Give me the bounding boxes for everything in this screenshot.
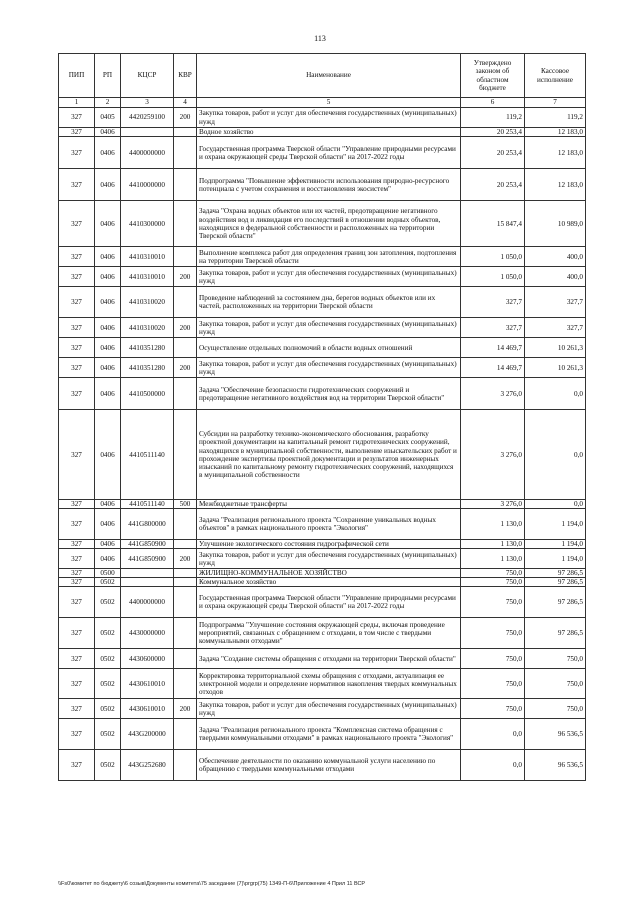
cell-rp: 0502	[95, 587, 121, 618]
cell-kvr	[174, 247, 197, 267]
cell-pip: 327	[59, 750, 95, 781]
column-index-row	[59, 98, 586, 108]
cell-kvr	[174, 287, 197, 318]
cell-name: Закупка товаров, работ и услуг для обеспечения государственных (муниципальных) нужд	[197, 358, 461, 378]
cell-approved: 3 276,0	[461, 378, 525, 410]
cell-rp: 0502	[95, 669, 121, 699]
cell-cash: 12 183,0	[525, 169, 586, 201]
cell-pip: 327	[59, 649, 95, 669]
cell-rp: 0406	[95, 378, 121, 410]
cell-pip: 327	[59, 267, 95, 287]
table-row	[59, 587, 586, 618]
header-approved: Утверждено законом об областном бюджете	[461, 54, 525, 98]
cell-name: Закупка товаров, работ и услуг для обеспечения государственных (муниципальных) нужд	[197, 267, 461, 287]
table-row	[59, 549, 586, 569]
column-index: 4	[174, 98, 197, 108]
cell-approved: 750,0	[461, 569, 525, 578]
table-row	[59, 500, 586, 509]
cell-pip: 327	[59, 137, 95, 169]
column-index: 5	[197, 98, 461, 108]
cell-cash: 10 989,0	[525, 201, 586, 247]
cell-rp: 0502	[95, 578, 121, 587]
cell-approved: 14 469,7	[461, 358, 525, 378]
cell-approved: 750,0	[461, 699, 525, 719]
cell-pip: 327	[59, 500, 95, 509]
cell-cash: 97 286,5	[525, 569, 586, 578]
header-name: Наименование	[197, 54, 461, 98]
cell-cash: 750,0	[525, 669, 586, 699]
cell-kvr	[174, 137, 197, 169]
cell-name: Государственная программа Тверской области "Управление природными ресурсами и охрана окружающей среды Тверской области" на 2017-2022 годы	[197, 137, 461, 169]
table-row	[59, 578, 586, 587]
cell-cash: 327,7	[525, 318, 586, 338]
cell-kcsr	[121, 128, 174, 137]
cell-cash: 1 194,0	[525, 540, 586, 549]
cell-name: Субсидии на разработку технико-экономического обоснования, разработку проектной документации на капитальный ремонт гидротехнических сооружений, находящихся в муниципальной собственности, выполнение изыскательских работ и прохождение экспертизы проектной документации и результатов инженерных изысканий по капитальному ремонту гидротехнических сооружений, находящихся в муниципальной собственности	[197, 410, 461, 500]
cell-approved: 750,0	[461, 618, 525, 649]
cell-pip: 327	[59, 569, 95, 578]
cell-kvr	[174, 669, 197, 699]
table-row	[59, 287, 586, 318]
cell-kvr	[174, 338, 197, 358]
cell-kcsr: 4400000000	[121, 587, 174, 618]
cell-name: Коммунальное хозяйство	[197, 578, 461, 587]
cell-name: Задача "Создание системы обращения с отходами на территории Тверской области"	[197, 649, 461, 669]
cell-pip: 327	[59, 540, 95, 549]
cell-cash: 12 183,0	[525, 128, 586, 137]
cell-pip: 327	[59, 578, 95, 587]
cell-name: ЖИЛИЩНО-КОММУНАЛЬНОЕ ХОЗЯЙСТВО	[197, 569, 461, 578]
table-row	[59, 201, 586, 247]
cell-kcsr: 4420259100	[121, 108, 174, 128]
cell-kcsr: 4410500000	[121, 378, 174, 410]
cell-approved: 119,2	[461, 108, 525, 128]
cell-rp: 0406	[95, 338, 121, 358]
cell-name: Межбюджетные трансферты	[197, 500, 461, 509]
table-row	[59, 137, 586, 169]
table-row	[59, 318, 586, 338]
cell-kvr	[174, 569, 197, 578]
cell-pip: 327	[59, 587, 95, 618]
cell-cash: 119,2	[525, 108, 586, 128]
cell-kcsr: 4410511140	[121, 500, 174, 509]
cell-approved: 15 847,4	[461, 201, 525, 247]
cell-approved: 3 276,0	[461, 500, 525, 509]
cell-kcsr: 441G850900	[121, 549, 174, 569]
column-index: 1	[59, 98, 95, 108]
cell-kvr	[174, 201, 197, 247]
cell-name: Проведение наблюдений за состоянием дна, берегов водных объектов или их частей, расположенных на территории Тверской области	[197, 287, 461, 318]
cell-cash: 10 261,3	[525, 358, 586, 378]
table-row	[59, 509, 586, 540]
table-row	[59, 569, 586, 578]
cell-rp: 0406	[95, 201, 121, 247]
cell-rp: 0406	[95, 540, 121, 549]
table-row	[59, 378, 586, 410]
cell-kcsr	[121, 569, 174, 578]
cell-pip: 327	[59, 287, 95, 318]
cell-name: Подпрограмма "Улучшение состояния окружающей среды, включая проведение мероприятий, связанных с обращением с отходами, в том числе с твердыми коммунальными отходами"	[197, 618, 461, 649]
cell-rp: 0406	[95, 137, 121, 169]
cell-approved: 327,7	[461, 318, 525, 338]
cell-kcsr: 443G252680	[121, 750, 174, 781]
cell-rp: 0406	[95, 287, 121, 318]
cell-name: Подпрограмма "Повышение эффективности использования природно-ресурсного потенциала с учетом сохранения и восстановления экосистем"	[197, 169, 461, 201]
cell-rp: 0406	[95, 318, 121, 338]
cell-rp: 0406	[95, 267, 121, 287]
cell-cash: 400,0	[525, 247, 586, 267]
cell-pip: 327	[59, 699, 95, 719]
cell-approved: 1 130,0	[461, 549, 525, 569]
cell-kcsr: 4410511140	[121, 410, 174, 500]
cell-kcsr: 4410000000	[121, 169, 174, 201]
cell-cash: 97 286,5	[525, 587, 586, 618]
header-kvr: КВР	[174, 54, 197, 98]
cell-pip: 327	[59, 509, 95, 540]
header-kcsr: КЦСР	[121, 54, 174, 98]
cell-kvr	[174, 618, 197, 649]
cell-kvr	[174, 509, 197, 540]
cell-approved: 0,0	[461, 750, 525, 781]
cell-kcsr: 4430000000	[121, 618, 174, 649]
cell-cash: 0,0	[525, 500, 586, 509]
cell-cash: 1 194,0	[525, 509, 586, 540]
cell-cash: 97 286,5	[525, 578, 586, 587]
cell-rp: 0406	[95, 509, 121, 540]
cell-kvr	[174, 578, 197, 587]
cell-kcsr: 4410310010	[121, 247, 174, 267]
page-number: 113	[314, 34, 326, 43]
cell-cash: 0,0	[525, 410, 586, 500]
cell-pip: 327	[59, 247, 95, 267]
cell-kvr: 200	[174, 549, 197, 569]
cell-name: Выполнение комплекса работ для определения границ зон затопления, подтопления на территории Тверской области	[197, 247, 461, 267]
cell-kvr	[174, 410, 197, 500]
cell-cash: 12 183,0	[525, 137, 586, 169]
cell-cash: 0,0	[525, 378, 586, 410]
cell-approved: 14 469,7	[461, 338, 525, 358]
cell-name: Задача "Реализация регионального проекта "Комплексная система обращения с твердыми коммунальными отходами" в рамках национального проекта "Экология"	[197, 719, 461, 750]
cell-cash: 96 536,5	[525, 719, 586, 750]
cell-name: Обеспечение деятельности по оказанию коммунальной услуги населению по обращению с твердыми коммунальными отходами	[197, 750, 461, 781]
cell-kcsr: 443G200000	[121, 719, 174, 750]
table-row	[59, 267, 586, 287]
cell-rp: 0406	[95, 169, 121, 201]
cell-pip: 327	[59, 719, 95, 750]
cell-cash: 1 194,0	[525, 549, 586, 569]
cell-pip: 327	[59, 410, 95, 500]
column-index: 7	[525, 98, 586, 108]
cell-kcsr	[121, 578, 174, 587]
cell-rp: 0405	[95, 108, 121, 128]
table-row	[59, 358, 586, 378]
cell-kcsr: 4430610010	[121, 699, 174, 719]
cell-approved: 1 050,0	[461, 267, 525, 287]
cell-rp: 0502	[95, 699, 121, 719]
cell-rp: 0406	[95, 128, 121, 137]
cell-kvr: 200	[174, 358, 197, 378]
cell-rp: 0406	[95, 358, 121, 378]
table-body	[59, 108, 586, 781]
cell-kcsr: 4410310010	[121, 267, 174, 287]
cell-rp: 0502	[95, 649, 121, 669]
table-row	[59, 699, 586, 719]
cell-kvr	[174, 378, 197, 410]
cell-approved: 1 130,0	[461, 540, 525, 549]
budget-table	[58, 53, 586, 781]
cell-approved: 327,7	[461, 287, 525, 318]
table-row	[59, 108, 586, 128]
cell-name: Государственная программа Тверской области "Управление природными ресурсами и охрана окружающей среды Тверской области" на 2017-2022 годы	[197, 587, 461, 618]
table-row	[59, 618, 586, 649]
cell-pip: 327	[59, 169, 95, 201]
cell-kvr: 200	[174, 108, 197, 128]
table-row	[59, 719, 586, 750]
cell-kcsr: 4430600000	[121, 649, 174, 669]
cell-approved: 3 276,0	[461, 410, 525, 500]
cell-kcsr: 441G800000	[121, 509, 174, 540]
cell-name: Улучшение экологического состояния гидрографической сети	[197, 540, 461, 549]
file-path-footer: \\Fs0\комитет по бюджету\6 созыв\Документы комитета\75 заседание (7)\prgrp(75) 1349-П-6\Приложение 4 Прил 11 ВСР	[58, 881, 366, 887]
cell-cash: 750,0	[525, 649, 586, 669]
table-row	[59, 247, 586, 267]
header-rp: РП	[95, 54, 121, 98]
cell-kcsr: 4410310020	[121, 318, 174, 338]
cell-cash: 750,0	[525, 699, 586, 719]
cell-pip: 327	[59, 108, 95, 128]
table-row	[59, 540, 586, 549]
cell-kvr: 200	[174, 267, 197, 287]
header-cash: Кассовое исполнение	[525, 54, 586, 98]
cell-rp: 0502	[95, 618, 121, 649]
cell-pip: 327	[59, 358, 95, 378]
cell-pip: 327	[59, 318, 95, 338]
cell-name: Осуществление отдельных полномочий в области водных отношений	[197, 338, 461, 358]
cell-kcsr: 4410300000	[121, 201, 174, 247]
cell-kcsr: 4400000000	[121, 137, 174, 169]
cell-kvr: 200	[174, 699, 197, 719]
cell-kcsr: 4410351280	[121, 338, 174, 358]
cell-cash: 327,7	[525, 287, 586, 318]
cell-pip: 327	[59, 618, 95, 649]
cell-name: Закупка товаров, работ и услуг для обеспечения государственных (муниципальных) нужд	[197, 318, 461, 338]
cell-kvr	[174, 649, 197, 669]
cell-name: Закупка товаров, работ и услуг для обеспечения государственных (муниципальных) нужд	[197, 108, 461, 128]
cell-cash: 400,0	[525, 267, 586, 287]
cell-kvr	[174, 169, 197, 201]
cell-kcsr: 4430610010	[121, 669, 174, 699]
cell-rp: 0406	[95, 500, 121, 509]
cell-rp: 0500	[95, 569, 121, 578]
table-row	[59, 338, 586, 358]
cell-cash: 97 286,5	[525, 618, 586, 649]
cell-approved: 750,0	[461, 669, 525, 699]
cell-name: Задача "Обеспечение безопасности гидротехнических сооружений и предотвращение негативного воздействия вод на территории Тверской области"	[197, 378, 461, 410]
cell-cash: 96 536,5	[525, 750, 586, 781]
cell-approved: 750,0	[461, 587, 525, 618]
cell-approved: 0,0	[461, 719, 525, 750]
table-row	[59, 410, 586, 500]
column-index: 3	[121, 98, 174, 108]
header-pip: ПИП	[59, 54, 95, 98]
table-row	[59, 128, 586, 137]
cell-name: Задача "Охрана водных объектов или их частей, предотвращение негативного воздействия вод и ликвидация его последствий в отношении водных объектов, находящихся в федеральной собственности и расположенных на территории Тверской области"	[197, 201, 461, 247]
cell-rp: 0406	[95, 549, 121, 569]
cell-approved: 20 253,4	[461, 128, 525, 137]
cell-name: Корректировка территориальной схемы обращения с отходами, актуализация ее электронной модели и определение нормативов накопления твердых коммунальных отходов	[197, 669, 461, 699]
cell-approved: 20 253,4	[461, 169, 525, 201]
cell-approved: 750,0	[461, 578, 525, 587]
cell-kvr	[174, 587, 197, 618]
cell-kvr	[174, 719, 197, 750]
cell-kvr	[174, 128, 197, 137]
cell-rp: 0502	[95, 719, 121, 750]
cell-pip: 327	[59, 338, 95, 358]
column-index: 6	[461, 98, 525, 108]
cell-kvr	[174, 540, 197, 549]
cell-cash: 10 261,3	[525, 338, 586, 358]
cell-approved: 1 130,0	[461, 509, 525, 540]
cell-kvr	[174, 750, 197, 781]
cell-kvr: 500	[174, 500, 197, 509]
cell-approved: 750,0	[461, 649, 525, 669]
cell-rp: 0502	[95, 750, 121, 781]
cell-name: Задача "Реализация регионального проекта "Сохранение уникальных водных объектов" в рамках национального проекта "Экология"	[197, 509, 461, 540]
cell-pip: 327	[59, 669, 95, 699]
cell-kcsr: 4410310020	[121, 287, 174, 318]
cell-rp: 0406	[95, 247, 121, 267]
cell-approved: 20 253,4	[461, 137, 525, 169]
cell-name: Водное хозяйство	[197, 128, 461, 137]
cell-name: Закупка товаров, работ и услуг для обеспечения государственных (муниципальных) нужд	[197, 699, 461, 719]
cell-kcsr: 4410351280	[121, 358, 174, 378]
cell-kvr: 200	[174, 318, 197, 338]
cell-pip: 327	[59, 378, 95, 410]
table-row	[59, 169, 586, 201]
cell-pip: 327	[59, 201, 95, 247]
table-row	[59, 649, 586, 669]
cell-pip: 327	[59, 549, 95, 569]
cell-name: Закупка товаров, работ и услуг для обеспечения государственных (муниципальных) нужд	[197, 549, 461, 569]
cell-rp: 0406	[95, 410, 121, 500]
cell-kcsr: 441G850900	[121, 540, 174, 549]
cell-pip: 327	[59, 128, 95, 137]
table-row	[59, 669, 586, 699]
cell-approved: 1 050,0	[461, 247, 525, 267]
column-index: 2	[95, 98, 121, 108]
table-row	[59, 750, 586, 781]
